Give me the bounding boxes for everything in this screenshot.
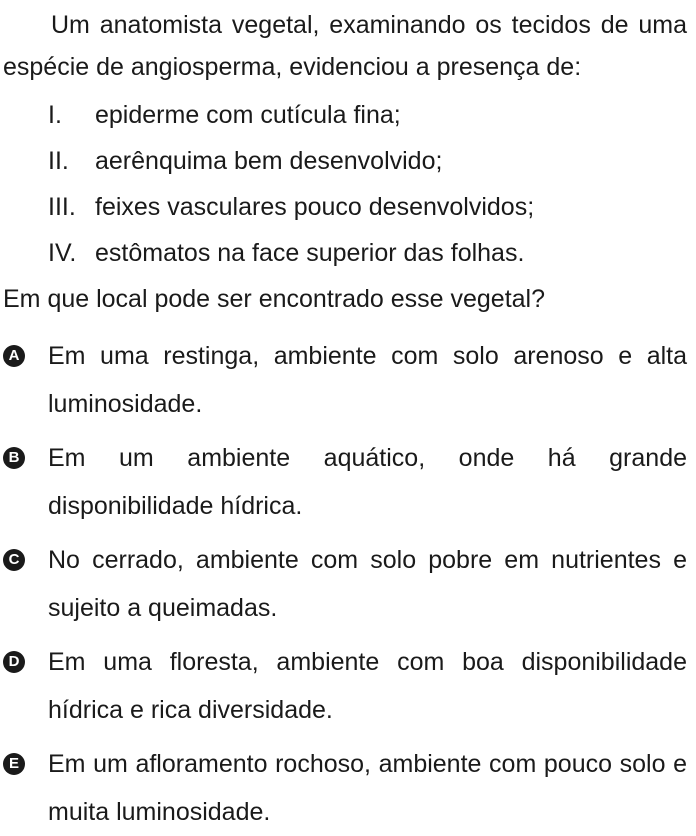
question-prompt: Em que local pode ser encontrado esse vegetal? (3, 285, 546, 313)
option-letter-badge: C (3, 549, 25, 571)
option-letter-badge: E (3, 753, 25, 775)
option-letter-badge: D (3, 651, 25, 673)
statement-numeral: III. (48, 193, 76, 221)
option-b[interactable] (3, 434, 687, 530)
statement-text: aerênquima bem desenvolvido; (95, 147, 443, 175)
question-intro: Um anatomista vegetal, examinando os tecidos de uma espécie de angiosperma, evidenciou a presença de: (3, 11, 687, 81)
statement-text: epiderme com cutícula fina; (95, 101, 401, 129)
statement-numeral: IV. (48, 239, 77, 267)
option-d[interactable] (3, 638, 687, 734)
statement-text: feixes vasculares pouco desenvolvidos; (95, 193, 535, 221)
option-letter-badge: A (3, 345, 25, 367)
option-text: No cerrado, ambiente com solo pobre em nutrientes e sujeito a queimadas. (48, 546, 687, 622)
statement-text: estômatos na face superior das folhas. (95, 239, 525, 267)
answer-options (3, 332, 687, 836)
option-c[interactable] (3, 536, 687, 632)
statement-numeral: I. (48, 101, 62, 129)
statement-item (3, 184, 687, 230)
statement-list (3, 92, 687, 276)
option-a[interactable] (3, 332, 687, 428)
statement-item (3, 138, 687, 184)
option-text: Em um afloramento rochoso, ambiente com pouco solo e muita luminosidade. (48, 750, 687, 826)
option-text: Em uma restinga, ambiente com solo arenoso e alta luminosidade. (48, 342, 687, 418)
option-letter-badge: B (3, 447, 25, 469)
statement-numeral: II. (48, 147, 69, 175)
statement-item (3, 92, 687, 138)
option-text: Em um ambiente aquático, onde há grande disponibilidade hídrica. (48, 444, 687, 520)
statement-item (3, 230, 687, 276)
option-text: Em uma floresta, ambiente com boa disponibilidade hídrica e rica diversidade. (48, 648, 687, 724)
